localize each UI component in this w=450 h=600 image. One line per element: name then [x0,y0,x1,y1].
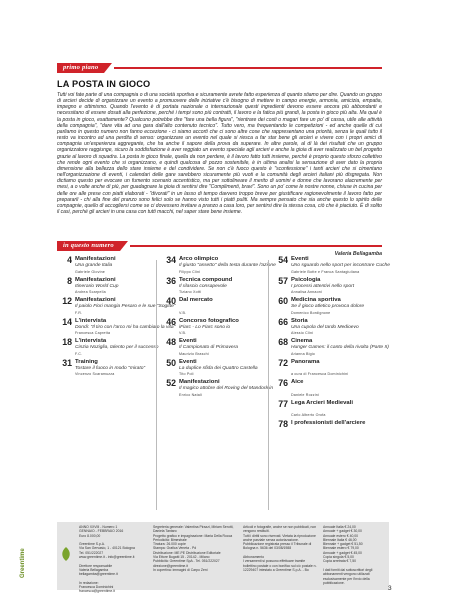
toc-author: Andrea Scarpella [75,290,106,294]
contents-banner [57,241,382,251]
toc-page-number: 50 [166,357,176,368]
greentime-logo-icon [58,545,74,585]
toc-subtitle: Dondi: "Il tiro con l'arco mi ha cambiato la vita" [75,324,176,330]
toc-title: Panorama [291,358,320,365]
toc-page-number: 31 [62,357,72,368]
toc-title: Eventi [291,256,309,262]
toc-page-number: 54 [278,255,288,265]
toc-author: Annalisa Annaoni [291,290,322,294]
toc-page-number: 68 [278,337,288,347]
toc-subtitle: Se il gioco atletico provoca dolore [291,304,365,309]
colophon-legal: Articoli e fotografie, anche se non pubblicati, non vengono restituiti. Tutti i diritti sono riservati. Vietata la riproduzione anche parziale senza autorizzazione. Pubblicazione registrata presso il Tribunale di Bologna n. 5636 del 03/08/1988 Abbonamento I versamenti si possono effettuare tramite bollettino postale o con bonifico sul c/c postale n. 12229407 intestato a Greentime S.p.A. - Bo [243,525,317,572]
toc-subtitle: Cinzia Noziglia, talento per il successo [75,345,159,350]
toc-title: Manifestazioni [75,256,116,262]
colophon-staff: Segreteria generale: Valentina Pirazzi, Miriam Serotti, Daniela Tantaro Progetto grafico e impaginazione: Maria Della Rocca Periodicità: Bimestrale Tiratura: 26.000 copie Stampa: Grafica Veneta - Pd Distribuzione: ME.PE Distribuzione Editoriale Via Ettore Bugatti 15 - 20142 - Milano Pubblicità: Greentime SpA - Tel. 051/222027 direzione@greentime.it In copertina: immagini di Carpo Zeni [153,525,234,572]
colophon-publisher: ANNO XXVIII - Numero 1 GENNAIO - FEBBRAIO 2016 Euro 8.000,00 Greentime S.p.A. Via San Gervasio, 1 - 40121 Bologna Tel. 051/222027 www.greentime.it - info@greentime.it Direttore responsabile Valeria Bellagamba bellagamba@greentime.it In redazione: Francesca Dominichini francesca@greentime.it [79,525,135,594]
toc-author: Tiziano Xotti [179,290,202,294]
toc-page-number: 60 [278,296,288,306]
toc-title: Manifestazioni [179,379,220,385]
toc-title: Manifestazioni [75,276,116,283]
toc-author: Alessio Clini [291,331,314,335]
toc-title: Eventi [179,358,197,365]
toc-subtitle: Uno sguardo nello sport per incontrare Cuche [291,263,390,268]
toc-author: V.B. [179,310,187,315]
toc-author: Maurizio Braschi [179,351,209,356]
colophon [57,522,389,594]
toc-subtitle: Una grande Italia [75,263,113,268]
toc-author: F.C. [75,351,83,356]
toc-page-number: 18 [62,337,72,347]
toc-title: Aice [291,379,304,385]
toc-author: F.R. [75,310,83,315]
section-rule [130,245,382,247]
toc-title: Dal mercato [179,297,213,303]
toc-title: L'intervista [75,317,107,324]
toc-title: Psicologia [291,276,321,283]
toc-subtitle: Hunger Games: il canto della rivolta (Parte II) [291,345,389,350]
toc-author: V.B. [179,331,187,335]
toc-subtitle: iFiarc - Lo Fiarc sono io [179,324,231,330]
column-divider [268,260,269,510]
article-body: Tutti voi fate parte di una compagnia o di una società sportiva e sicuramente avrete fatto esperienza di quanto stiamo per dire. Quando un gruppo di arcieri decide di organizzare un evento a promuovere delle iniziative c'è bisogno di mettere in campo energie, armonia, amicizia, empatia, impegno e ottimismo. Quando l'evento è di portata nazionale o internazionale questi ingredienti devono essere ancora più abbondanti e necessitano di essere dosati alla perfezione, perché i tempi sono più contratti, il lavoro e la fatica più grandi, la posta in gioco più alta. Ma qual è la posta in gioco, esattamente? Qualcuno potrebbe dire "fare una bella figura", "rientrare dei costi o magari fare un po' di cassa, utile alle attività della compagnia", "dare vita ad una gara dall'alto contenuto tecnico". Tutto vero, ma frequentando le competizioni - ed anche quelle di cui parliamo in questo numero non fanno eccezione - ci siamo accorti che ci sono altre cose che rappresentano una priorità, senza le quali tutto il resto va incontro ad una perdita di senso: organizzare un evento nel quale si riesca a far star bene gli arcieri e vivere con i propri amici di compagnia un'esperienza aggregante, che ha anche il sapore della prova da superare. In altre parole, al di là dei risultati che un gruppo organizzatore raggiunge, sicuro la soddisfazione è aver reggiato un evento speciale agli arcieri e anche la gioia di aver realizzato un bel progetto grazie al lavoro di squadra. La posta in gioco finale, quella da non perdere, è il lavoro fatto tutti insieme, perché è proprio questo sforzo collettivo che rende ogni evento che si organizzano, e quindi qualcosa di pozzo sostenibile, è in ultima analisi la sensazione di aver dato la propria dimensione alla bellezza dello stare insieme e del condividere. Se non c'è fuoco questo è "sconfessione" i tanti arcieri che si cimentano nell'organizzazione di eventi, i calendari delle gare sarebbero sicuramente più vuoti e la comunità degli arcieri italiani più disgregata. Non dictiamo questo per evocare un fumento scenario accentistico, ma per sottolineare il merito di uomini e donne che lavorano alacremente per mesi, a o volte anche di più, per guadagnare la gioia di sentirsi dire "Complimenti, bravi". Sono un po' come le nostre nonne, chiuse in cucina per delle ore alle prese con piatti elaborati - "divorati" in un lasso di tempo davvero troppo breve per giustificare ragionevolmente il lavoro fatto per prepararli - chi alla fine del pranzo sono felici solo se hanno visto tutti i piatti puliti. Ma sempre pensato che sia anche questo lo spirito delle compagnie, quello di accogliersi come se ci dovessero invitare a pranzo a casa loro, per sentirsi dire la stessa cosa, ciò che è piaciuto. È di solito il casi, perché gli arcieri in una casa con tutti macchi, nel saper stare bene insieme. [57,92,382,215]
page-number: 3 [388,585,392,592]
toc-subtitle: La duplice sfida dei Quattro Castella [179,365,258,371]
toc-author: Domenico Bordignone [291,310,331,315]
toc-page-number: 48 [166,337,176,347]
greentime-logo-text: Greentime [20,548,26,578]
article-title: LA POSTA IN GIOCO [57,79,151,89]
toc-title: Storia [291,317,308,324]
toc-page-number: 76 [278,378,288,388]
section-tag: primo piano [57,63,104,73]
toc-page-number: 66 [278,316,288,327]
toc-page-number: 40 [166,296,176,306]
toc-author: Arianna Bigio [291,351,315,356]
toc-subtitle: Tostare il fuoco in modo "mirato" [75,365,146,371]
toc-page-number: 78 [278,419,288,429]
toc-author: Filippo Clini [179,269,201,274]
toc-author: Daniele Rozzini [291,392,319,397]
article-signature: Valeria Bellagamba [334,251,382,257]
table-of-contents [60,256,390,516]
primo-piano-banner [57,63,382,73]
toc-subtitle: I processi attentivi nello sport [291,283,355,289]
toc-subtitle: Il rilascio consapevole [179,283,227,289]
toc-title: Medicina sportiva [291,297,341,303]
toc-author: Carlo Alberto Orofa [291,413,326,417]
toc-page-number: 12 [62,296,72,306]
toc-page-number: 77 [278,398,288,409]
toc-subtitle: Il paiolo Fiori mangia Pesaro e le sue "Sogitte" [75,304,176,309]
toc-title: Training [75,358,98,365]
toc-title: L'intervista [75,338,107,344]
toc-author: a cura di Francesca Dominichini [291,372,349,376]
toc-author: Vincenzo Scaramuzza [75,372,115,376]
toc-page-number: 57 [278,275,288,286]
colophon-subscriptions: Annuale Italia € 24,00 Annuale + gadget € 30,00 Annuale estero € 40,00 Biennale Italia € 46,00 Biennale + gadget € 51,50 Biennale estero € 79,00 Annuale + gadget € 45,00 Copia singola € 5,00 Copia arretrata € 7,50 I dati forniti dai sottoscrittori degli abbonamenti vengono utilizzati esclusivamente per l'invio della pubblicazione. [323,525,373,585]
toc-subtitle: Il magico attobre del Roving del Mandorlein [179,386,274,391]
toc-author: Gabriele Botte e Franca Santagiuliana [291,269,360,274]
toc-author: Gabriele Giovine [75,269,105,274]
toc-subtitle: Il giusto "assetto" della testa durante l'azione [179,263,276,268]
toc-title: Cinema [291,338,313,344]
toc-page-number: 34 [166,255,176,265]
toc-subtitle: Il Campionato di Primavera [179,345,238,350]
toc-page-number: 14 [62,316,72,327]
toc-author: Tito Poli [179,372,194,376]
toc-page-number: 36 [166,275,176,286]
toc-title: Arco olimpico [179,256,219,262]
toc-page-number: 52 [166,378,176,388]
toc-subtitle: Una cupola del tardo Medioevo [291,324,359,330]
toc-title: Concorso fotografico [179,317,239,324]
toc-author: Enrico Natali [179,392,202,397]
toc-title: Eventi [179,338,197,344]
toc-title: I professionisti dell'arciere [291,420,366,426]
toc-author: Francesca Capretta [75,331,111,335]
section-rule [114,67,382,69]
toc-title: Manifestazioni [75,297,116,303]
toc-subtitle: Itinerario World Cup [75,283,119,289]
toc-page-number: 72 [278,357,288,368]
section-tag: in questo numero [57,241,120,251]
toc-title: Tecnica compound [179,276,233,283]
toc-page-number: 8 [67,275,72,286]
toc-page-number: 4 [67,255,72,265]
toc-page-number: 46 [166,316,176,327]
editorial-article [57,79,382,215]
column-divider [156,260,157,510]
toc-title: Lega Arcieri Medievali [291,399,353,406]
